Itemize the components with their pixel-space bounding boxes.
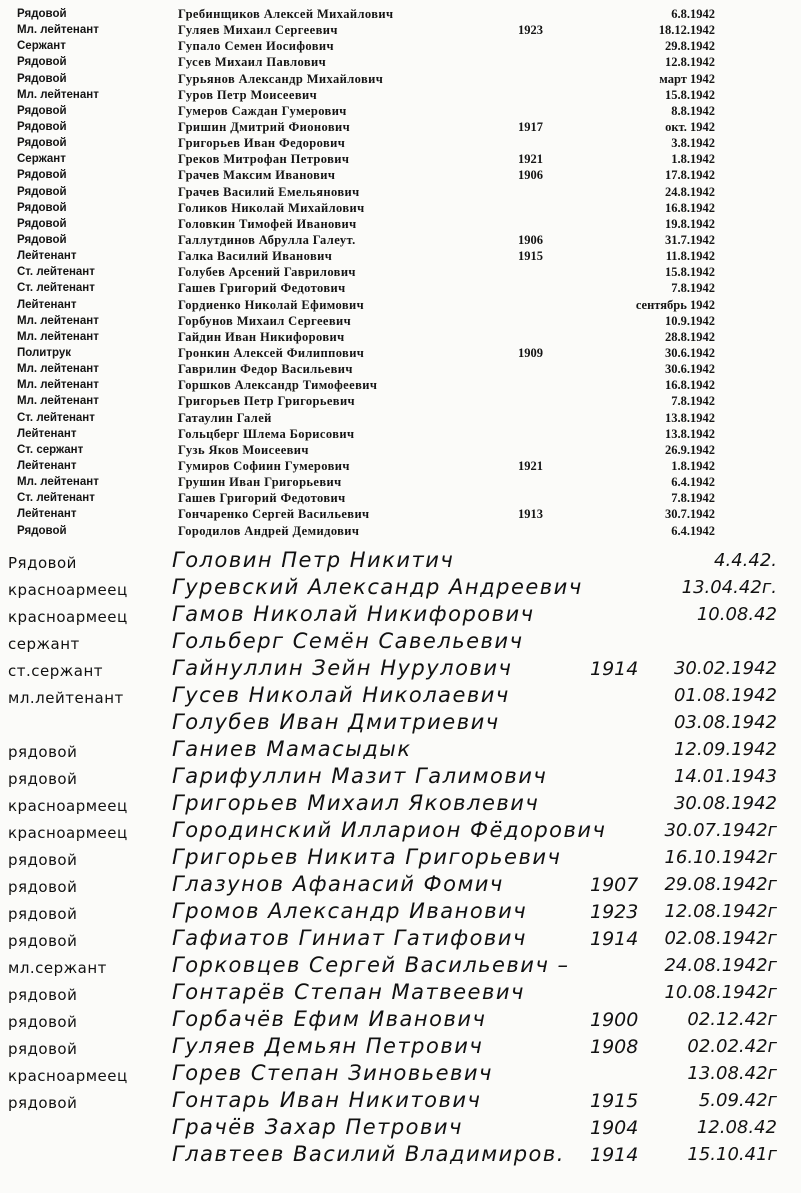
year-cell: 1904 xyxy=(590,1117,639,1139)
date-cell: 1.8.1942 xyxy=(671,152,715,167)
rank-cell: Мл. лейтенант xyxy=(17,379,99,392)
date-cell: 13.8.1942 xyxy=(665,410,715,425)
typed-row xyxy=(0,71,801,87)
name-cell: Гольцберг Шлема Борисович xyxy=(178,426,355,441)
year-cell: 1900 xyxy=(590,1009,639,1031)
typed-row xyxy=(0,490,801,506)
name-cell: Григорьев Петр Григорьевич xyxy=(178,394,356,409)
date-cell: 3.8.1942 xyxy=(671,136,715,151)
rank-cell: рядовой xyxy=(8,905,78,923)
rank-cell: Лейтенант xyxy=(17,427,77,440)
typed-row xyxy=(0,38,801,54)
name-cell: Головин Петр Никитич xyxy=(172,548,455,572)
typed-row xyxy=(0,313,801,329)
handwritten-row xyxy=(0,575,801,602)
name-cell: Гусев Михаил Павлович xyxy=(178,55,327,70)
year-cell: 1921 xyxy=(518,152,543,167)
date-cell: окт. 1942 xyxy=(665,119,715,134)
name-cell: Гуров Петр Моисеевич xyxy=(178,87,318,102)
date-cell: 15.8.1942 xyxy=(665,87,715,102)
typed-row xyxy=(0,248,801,264)
date-cell: 5.09.42г xyxy=(698,1090,777,1111)
rank-cell: Ст. лейтенант xyxy=(17,282,95,295)
handwritten-row xyxy=(0,764,801,791)
rank-cell: Лейтенант xyxy=(17,508,77,521)
rank-cell: Рядовой xyxy=(17,8,67,20)
rank-cell: красноармеец xyxy=(8,797,128,815)
year-cell: 1914 xyxy=(590,1144,639,1166)
handwritten-row xyxy=(0,1061,801,1088)
name-cell: Гайдин Иван Никифорович xyxy=(178,329,345,344)
name-cell: Грачев Василий Емельянович xyxy=(178,184,360,199)
date-cell: 7.8.1942 xyxy=(671,491,715,506)
date-cell: 13.04.42г. xyxy=(681,577,777,598)
date-cell: 14.01.1943 xyxy=(673,766,777,787)
date-cell: 6.4.1942 xyxy=(671,475,715,490)
handwritten-row xyxy=(0,710,801,737)
name-cell: Галка Василий Иванович xyxy=(178,249,333,264)
rank-cell: Сержант xyxy=(17,40,66,53)
date-cell: 11.8.1942 xyxy=(665,249,715,264)
name-cell: Гарифуллин Мазит Галимович xyxy=(172,764,548,788)
date-cell: 01.08.1942 xyxy=(673,685,777,706)
rank-cell: Рядовой xyxy=(17,201,67,214)
rank-cell: Мл. лейтенант xyxy=(17,314,99,327)
name-cell: Гонтарь Иван Никитович xyxy=(172,1088,482,1112)
handwritten-row xyxy=(0,1142,801,1169)
typed-row xyxy=(0,442,801,458)
rank-cell: ст.сержант xyxy=(8,662,103,680)
typed-row xyxy=(0,280,801,296)
name-cell: Гончаренко Сергей Васильевич xyxy=(178,507,370,522)
handwritten-row xyxy=(0,548,801,575)
typed-row xyxy=(0,54,801,70)
date-cell: 30.08.1942 xyxy=(673,793,777,814)
rank-cell: красноармеец xyxy=(8,824,128,842)
date-cell: 19.8.1942 xyxy=(665,216,715,231)
rank-cell: Ст. лейтенант xyxy=(17,266,95,279)
rank-cell: рядовой xyxy=(8,770,78,788)
typed-row xyxy=(0,135,801,151)
name-cell: Гумеров Саждан Гумерович xyxy=(178,103,347,118)
rank-cell: мл.сержант xyxy=(8,959,107,977)
date-cell: 30.6.1942 xyxy=(665,362,715,377)
name-cell: Ганиев Мамасыдык xyxy=(172,737,412,761)
name-cell: Гашев Григорий Федотович xyxy=(178,491,346,506)
typed-row xyxy=(0,297,801,313)
handwritten-row xyxy=(0,1034,801,1061)
name-cell: Гуляев Демьян Петрович xyxy=(172,1034,484,1058)
year-cell: 1915 xyxy=(590,1090,639,1112)
name-cell: Греков Митрофан Петрович xyxy=(178,152,350,167)
rank-cell: Рядовой xyxy=(8,554,77,572)
name-cell: Глазунов Афанасий Фомич xyxy=(172,872,504,896)
name-cell: Гришин Дмитрий Фионович xyxy=(178,119,351,134)
date-cell: 29.8.1942 xyxy=(665,39,715,54)
name-cell: Грушин Иван Григорьевич xyxy=(178,475,342,490)
typed-row xyxy=(0,200,801,216)
handwritten-row xyxy=(0,926,801,953)
handwritten-row xyxy=(0,656,801,683)
typed-row xyxy=(0,184,801,200)
date-cell: 12.8.1942 xyxy=(665,55,715,70)
handwritten-row xyxy=(0,683,801,710)
typed-row xyxy=(0,393,801,409)
rank-cell: Сержант xyxy=(17,153,66,166)
date-cell: 15.8.1942 xyxy=(665,265,715,280)
date-cell: 24.08.1942г xyxy=(664,955,777,976)
year-cell: 1923 xyxy=(590,901,639,923)
handwritten-row xyxy=(0,953,801,980)
name-cell: Гонтарёв Степан Матвеевич xyxy=(172,980,525,1004)
name-cell: Гайнуллин Зейн Нурулович xyxy=(172,656,513,680)
name-cell: Гатаулин Галей xyxy=(178,410,272,425)
date-cell: 6.4.1942 xyxy=(671,523,715,538)
typed-row xyxy=(0,232,801,248)
name-cell: Гуревский Александр Андреевич xyxy=(172,575,583,599)
rank-cell: красноармеец xyxy=(8,1067,128,1085)
typed-row xyxy=(0,361,801,377)
rank-cell: Лейтенант xyxy=(17,459,77,472)
typed-row xyxy=(0,264,801,280)
year-cell: 1908 xyxy=(590,1036,639,1058)
date-cell: 02.08.1942г xyxy=(664,928,777,949)
handwritten-row xyxy=(0,1088,801,1115)
rank-cell: Мл. лейтенант xyxy=(17,88,99,101)
date-cell: сентябрь 1942 xyxy=(635,297,715,312)
rank-cell: Ст. лейтенант xyxy=(17,492,95,505)
date-cell: 26.9.1942 xyxy=(665,442,715,457)
rank-cell: рядовой xyxy=(8,743,78,761)
name-cell: Голиков Николай Михайлович xyxy=(178,200,365,215)
handwritten-list xyxy=(0,548,801,1169)
typed-row xyxy=(0,103,801,119)
name-cell: Гаврилин Федор Васильевич xyxy=(178,362,353,377)
typed-row xyxy=(0,119,801,135)
name-cell: Гуляев Михаил Сергеевич xyxy=(178,23,338,38)
rank-cell: Рядовой xyxy=(17,233,67,246)
name-cell: Гузь Яков Моисеевич xyxy=(178,442,309,457)
handwritten-row xyxy=(0,1115,801,1142)
date-cell: 18.12.1942 xyxy=(658,23,715,38)
date-cell: 6.8.1942 xyxy=(671,7,715,21)
rank-cell: рядовой xyxy=(8,851,78,869)
date-cell: 30.7.1942 xyxy=(665,507,715,522)
rank-cell: Ст. лейтенант xyxy=(17,411,95,424)
typed-row xyxy=(0,377,801,393)
handwritten-row xyxy=(0,818,801,845)
rank-cell: Лейтенант xyxy=(17,298,77,311)
year-cell: 1915 xyxy=(518,249,543,264)
date-cell: 15.10.41г xyxy=(687,1144,777,1165)
year-cell: 1914 xyxy=(590,928,639,950)
name-cell: Горковцев Сергей Васильевич – xyxy=(172,953,570,977)
handwritten-row xyxy=(0,791,801,818)
date-cell: 02.02.42г xyxy=(687,1036,777,1057)
typed-row xyxy=(0,506,801,522)
date-cell: 17.8.1942 xyxy=(665,168,715,183)
rank-cell: Мл. лейтенант xyxy=(17,24,99,37)
date-cell: 13.8.1942 xyxy=(665,426,715,441)
rank-cell: Мл. лейтенант xyxy=(17,363,99,376)
rank-cell: Рядовой xyxy=(17,104,67,117)
handwritten-row xyxy=(0,737,801,764)
year-cell: 1909 xyxy=(518,345,543,360)
name-cell: Григорьев Никита Григорьевич xyxy=(172,845,562,869)
date-cell: 30.6.1942 xyxy=(665,345,715,360)
typed-row xyxy=(0,329,801,345)
name-cell: Грачев Максим Иванович xyxy=(178,168,336,183)
date-cell: 12.08.1942г xyxy=(664,901,777,922)
name-cell: Гребинщиков Алексей Михайлович xyxy=(178,7,394,21)
handwritten-row xyxy=(0,872,801,899)
typed-row xyxy=(0,523,801,539)
rank-cell: Ст. сержант xyxy=(17,443,84,456)
name-cell: Гупало Семен Иосифович xyxy=(178,39,334,54)
name-cell: Гольберг Семён Савельевич xyxy=(172,629,524,653)
rank-cell: Лейтенант xyxy=(17,250,77,263)
date-cell: 8.8.1942 xyxy=(671,103,715,118)
rank-cell: красноармеец xyxy=(8,608,128,626)
name-cell: Гумиров Софиин Гумерович xyxy=(178,458,350,473)
name-cell: Гордиенко Николай Ефимович xyxy=(178,297,365,312)
name-cell: Гашев Григорий Федотович xyxy=(178,281,346,296)
rank-cell: Рядовой xyxy=(17,72,67,85)
typed-row xyxy=(0,151,801,167)
handwritten-row xyxy=(0,899,801,926)
year-cell: 1923 xyxy=(518,23,543,38)
typed-list xyxy=(0,6,801,539)
date-cell: 16.8.1942 xyxy=(665,200,715,215)
year-cell: 1906 xyxy=(518,168,543,183)
typed-row xyxy=(0,345,801,361)
rank-cell: рядовой xyxy=(8,986,78,1004)
name-cell: Гурьянов Александр Михайлович xyxy=(178,71,384,86)
name-cell: Грачёв Захар Петрович xyxy=(172,1115,463,1139)
typed-row xyxy=(0,6,801,22)
rank-cell: Рядовой xyxy=(17,217,67,230)
rank-cell: Мл. лейтенант xyxy=(17,395,99,408)
name-cell: Гронкин Алексей Филиппович xyxy=(178,345,365,360)
name-cell: Горшков Александр Тимофеевич xyxy=(178,378,378,393)
date-cell: 24.8.1942 xyxy=(665,184,715,199)
rank-cell: мл.лейтенант xyxy=(8,689,124,707)
date-cell: 12.08.42 xyxy=(696,1117,777,1138)
rank-cell: сержант xyxy=(8,635,80,653)
year-cell: 1917 xyxy=(518,119,543,134)
typed-row xyxy=(0,167,801,183)
date-cell: 10.9.1942 xyxy=(665,313,715,328)
rank-cell: Рядовой xyxy=(17,56,67,69)
name-cell: Горев Степан Зиновьевич xyxy=(172,1061,493,1085)
typed-row xyxy=(0,87,801,103)
date-cell: 7.8.1942 xyxy=(671,394,715,409)
date-cell: 7.8.1942 xyxy=(671,281,715,296)
name-cell: Голубев Иван Дмитриевич xyxy=(172,710,500,734)
typed-row xyxy=(0,426,801,442)
date-cell: 31.7.1942 xyxy=(665,232,715,247)
name-cell: Григорьев Михаил Яковлевич xyxy=(172,791,540,815)
name-cell: Городилов Андрей Демидович xyxy=(178,523,360,538)
name-cell: Григорьев Иван Федорович xyxy=(178,136,346,151)
date-cell: 16.8.1942 xyxy=(665,378,715,393)
date-cell: 03.08.1942 xyxy=(673,712,777,733)
name-cell: Гамов Николай Никифорович xyxy=(172,602,535,626)
rank-cell: рядовой xyxy=(8,878,78,896)
rank-cell: Рядовой xyxy=(17,524,67,537)
rank-cell: рядовой xyxy=(8,1094,78,1112)
name-cell: Головкин Тимофей Иванович xyxy=(178,216,357,231)
name-cell: Горбунов Михаил Сергеевич xyxy=(178,313,352,328)
typed-row xyxy=(0,474,801,490)
typed-row xyxy=(0,216,801,232)
name-cell: Гафиатов Гиниат Гатифович xyxy=(172,926,527,950)
rank-cell: Политрук xyxy=(17,346,72,359)
typed-row xyxy=(0,22,801,38)
year-cell: 1921 xyxy=(518,458,543,473)
name-cell: Горбачёв Ефим Иванович xyxy=(172,1007,487,1031)
rank-cell: Рядовой xyxy=(17,137,67,150)
rank-cell: рядовой xyxy=(8,1013,78,1031)
handwritten-row xyxy=(0,629,801,656)
handwritten-row xyxy=(0,602,801,629)
typed-row xyxy=(0,410,801,426)
handwritten-row xyxy=(0,845,801,872)
year-cell: 1906 xyxy=(518,232,543,247)
handwritten-row xyxy=(0,1007,801,1034)
rank-cell: красноармеец xyxy=(8,581,128,599)
rank-cell: рядовой xyxy=(8,1040,78,1058)
rank-cell: Рядовой xyxy=(17,120,67,133)
date-cell: 02.12.42г xyxy=(687,1009,777,1030)
name-cell: Галлутдинов Абрулла Галеут. xyxy=(178,232,356,247)
date-cell: 29.08.1942г xyxy=(664,874,777,895)
name-cell: Главтеев Василий Владимиров. xyxy=(172,1142,565,1166)
date-cell: 28.8.1942 xyxy=(665,329,715,344)
year-cell: 1913 xyxy=(518,507,543,522)
rank-cell: Рядовой xyxy=(17,185,67,198)
typed-row xyxy=(0,458,801,474)
handwritten-row xyxy=(0,980,801,1007)
rank-cell: Рядовой xyxy=(17,169,67,182)
date-cell: март 1942 xyxy=(659,71,715,86)
name-cell: Городинский Илларион Фёдорович xyxy=(172,818,607,842)
rank-cell: Мл. лейтенант xyxy=(17,330,99,343)
date-cell: 30.07.1942г xyxy=(664,820,777,841)
date-cell: 30.02.1942 xyxy=(673,658,777,679)
rank-cell: Мл. лейтенант xyxy=(17,476,99,489)
year-cell: 1907 xyxy=(590,874,639,896)
date-cell: 4.4.42. xyxy=(714,550,777,571)
rank-cell: рядовой xyxy=(8,932,78,950)
date-cell: 13.08.42г xyxy=(687,1063,777,1084)
name-cell: Гусев Николай Николаевич xyxy=(172,683,510,707)
name-cell: Громов Александр Иванович xyxy=(172,899,528,923)
date-cell: 12.09.1942 xyxy=(673,739,777,760)
name-cell: Голубев Арсений Гаврилович xyxy=(178,265,356,280)
date-cell: 1.8.1942 xyxy=(671,458,715,473)
date-cell: 10.08.42 xyxy=(696,604,777,625)
year-cell: 1914 xyxy=(590,658,639,680)
date-cell: 10.08.1942г xyxy=(664,982,777,1003)
date-cell: 16.10.1942г xyxy=(664,847,777,868)
